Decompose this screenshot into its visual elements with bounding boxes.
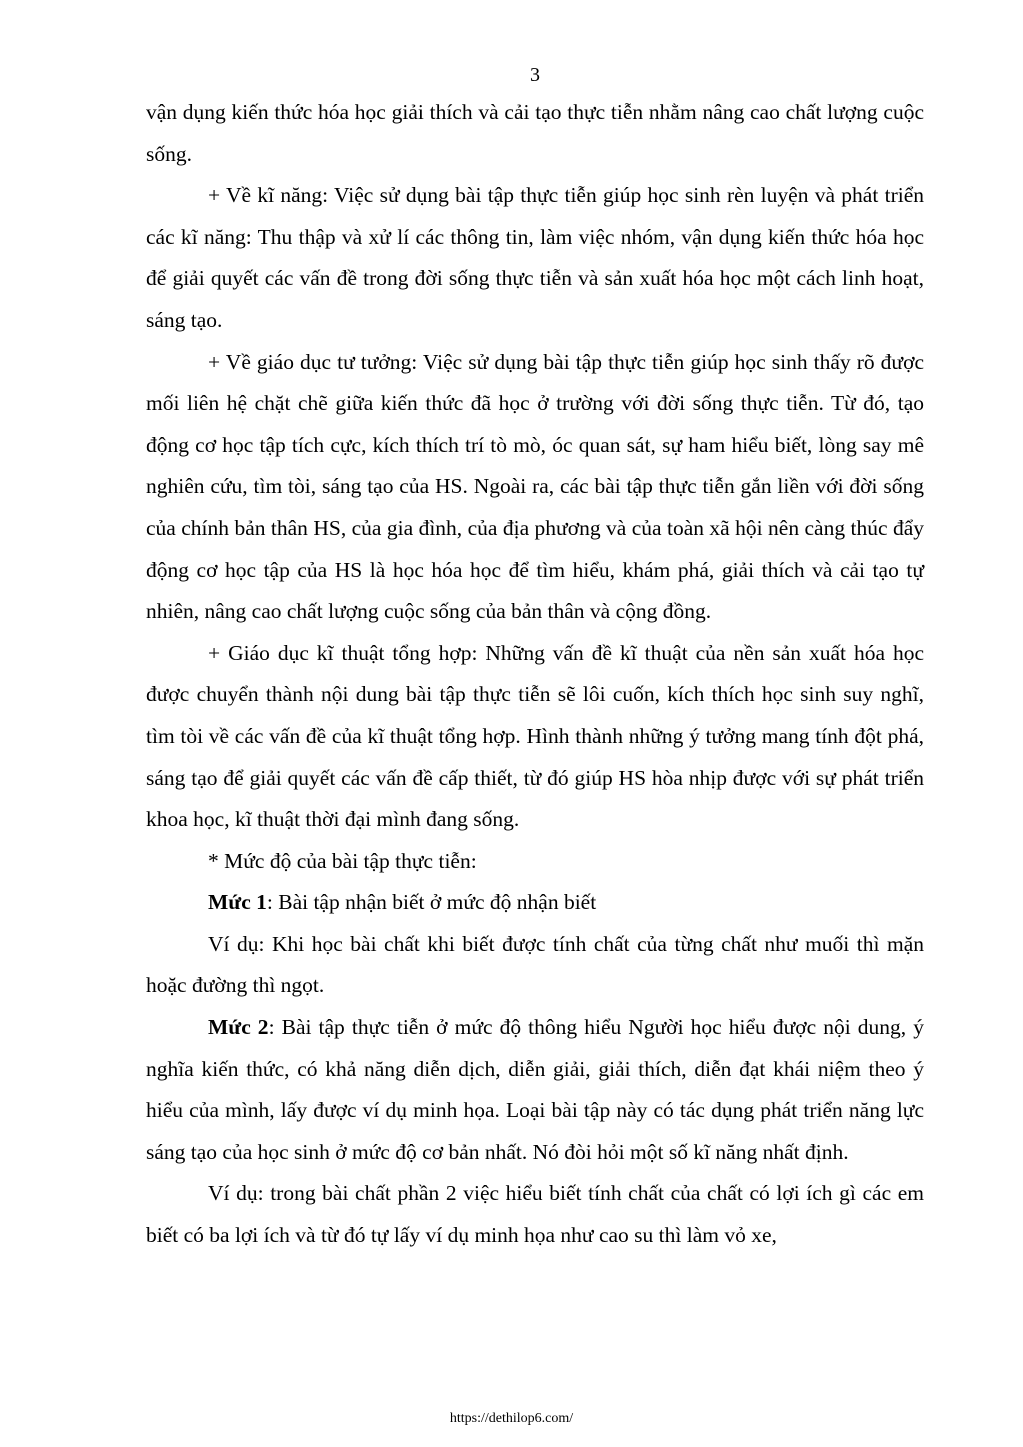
paragraph-continuation: vận dụng kiến thức hóa học giải thích và cải tạo thực tiễn nhằm nâng cao chất lượng cuộc sống. (146, 100, 924, 166)
paragraph-technical-education: + Giáo dục kĩ thuật tổng hợp: Những vấn đề kĩ thuật của nền sản xuất hóa học được chuyển thành nội dung bài tập thực tiễn sẽ lôi cuốn, kích thích học sinh suy nghĩ, tìm tòi về các vấn đề của kĩ thuật tổng hợp. Hình thành những ý tưởng mang tính đột phá, sáng tạo để giải quyết các vấn đề cấp thiết, từ đó giúp HS hòa nhịp được với sự phát triển khoa học, kĩ thuật thời đại mình đang sống. (146, 640, 924, 832)
level-1-label: Mức 1 (208, 890, 267, 915)
paragraph-level-1 (146, 882, 924, 924)
level-2-label: Mức 2 (208, 1015, 269, 1040)
level-2-text: : Bài tập thực tiễn ở mức độ thông hiểu Người học hiểu được nội dung, ý nghĩa kiến thức, có khả năng diễn dịch, diễn giải, giải thích, diễn đạt khái niệm theo ý hiểu của mình, lấy được ví dụ minh họa. Loại bài tập này có tác dụng phát triển năng lực sáng tạo của học sinh ở mức độ cơ bản nhất. Nó đòi hỏi một số kĩ năng nhất định. (146, 1015, 924, 1164)
footer-url: https://dethilop6.com/ (449, 1411, 574, 1426)
page-number: 3 (530, 64, 540, 86)
paragraph-levels-heading: * Mức độ của bài tập thực tiễn: (208, 848, 477, 873)
paragraph-skills: + Về kĩ năng: Việc sử dụng bài tập thực tiễn giúp học sinh rèn luyện và phát triển các kĩ năng: Thu thập và xử lí các thông tin, làm việc nhóm, vận dụng kiến thức hóa học để giải quyết các vấn đề trong đời sống thực tiễn và sản xuất hóa học một cách linh hoạt, sáng tạo. (146, 183, 924, 332)
level-1-text: : Bài tập nhận biết ở mức độ nhận biết (266, 890, 597, 915)
paragraph-ideology-education: + Về giáo dục tư tưởng: Việc sử dụng bài tập thực tiễn giúp học sinh thấy rõ được mối liên hệ chặt chẽ giữa kiến thức đã học ở trường với đời sống thực tiễn. Từ đó, tạo động cơ học tập tích cực, kích thích trí tò mò, óc quan sát, sự ham hiểu biết, lòng say mê nghiên cứu, tìm tòi, sáng tạo của HS. Ngoài ra, các bài tập thực tiễn gắn liền với đời sống của chính bản thân HS, của gia đình, của địa phương và của toàn xã hội nên càng thúc đẩy động cơ học tập của HS là học hóa học để tìm hiểu, khám phá, giải thích và cải tạo tự nhiên, nâng cao chất lượng cuộc sống của bản thân và cộng đồng. (146, 349, 924, 624)
paragraph-example-1: Ví dụ: Khi học bài chất khi biết được tính chất của từng chất như muối thì mặn hoặc đường thì ngọt. (146, 931, 924, 998)
document-body (146, 92, 924, 1257)
paragraph-example-2: Ví dụ: trong bài chất phần 2 việc hiểu biết tính chất của chất có lợi ích gì các em biết có ba lợi ích và từ đó tự lấy ví dụ minh họa như cao su thì làm vỏ xe, (146, 1181, 924, 1248)
paragraph-level-2 (146, 1007, 924, 1173)
